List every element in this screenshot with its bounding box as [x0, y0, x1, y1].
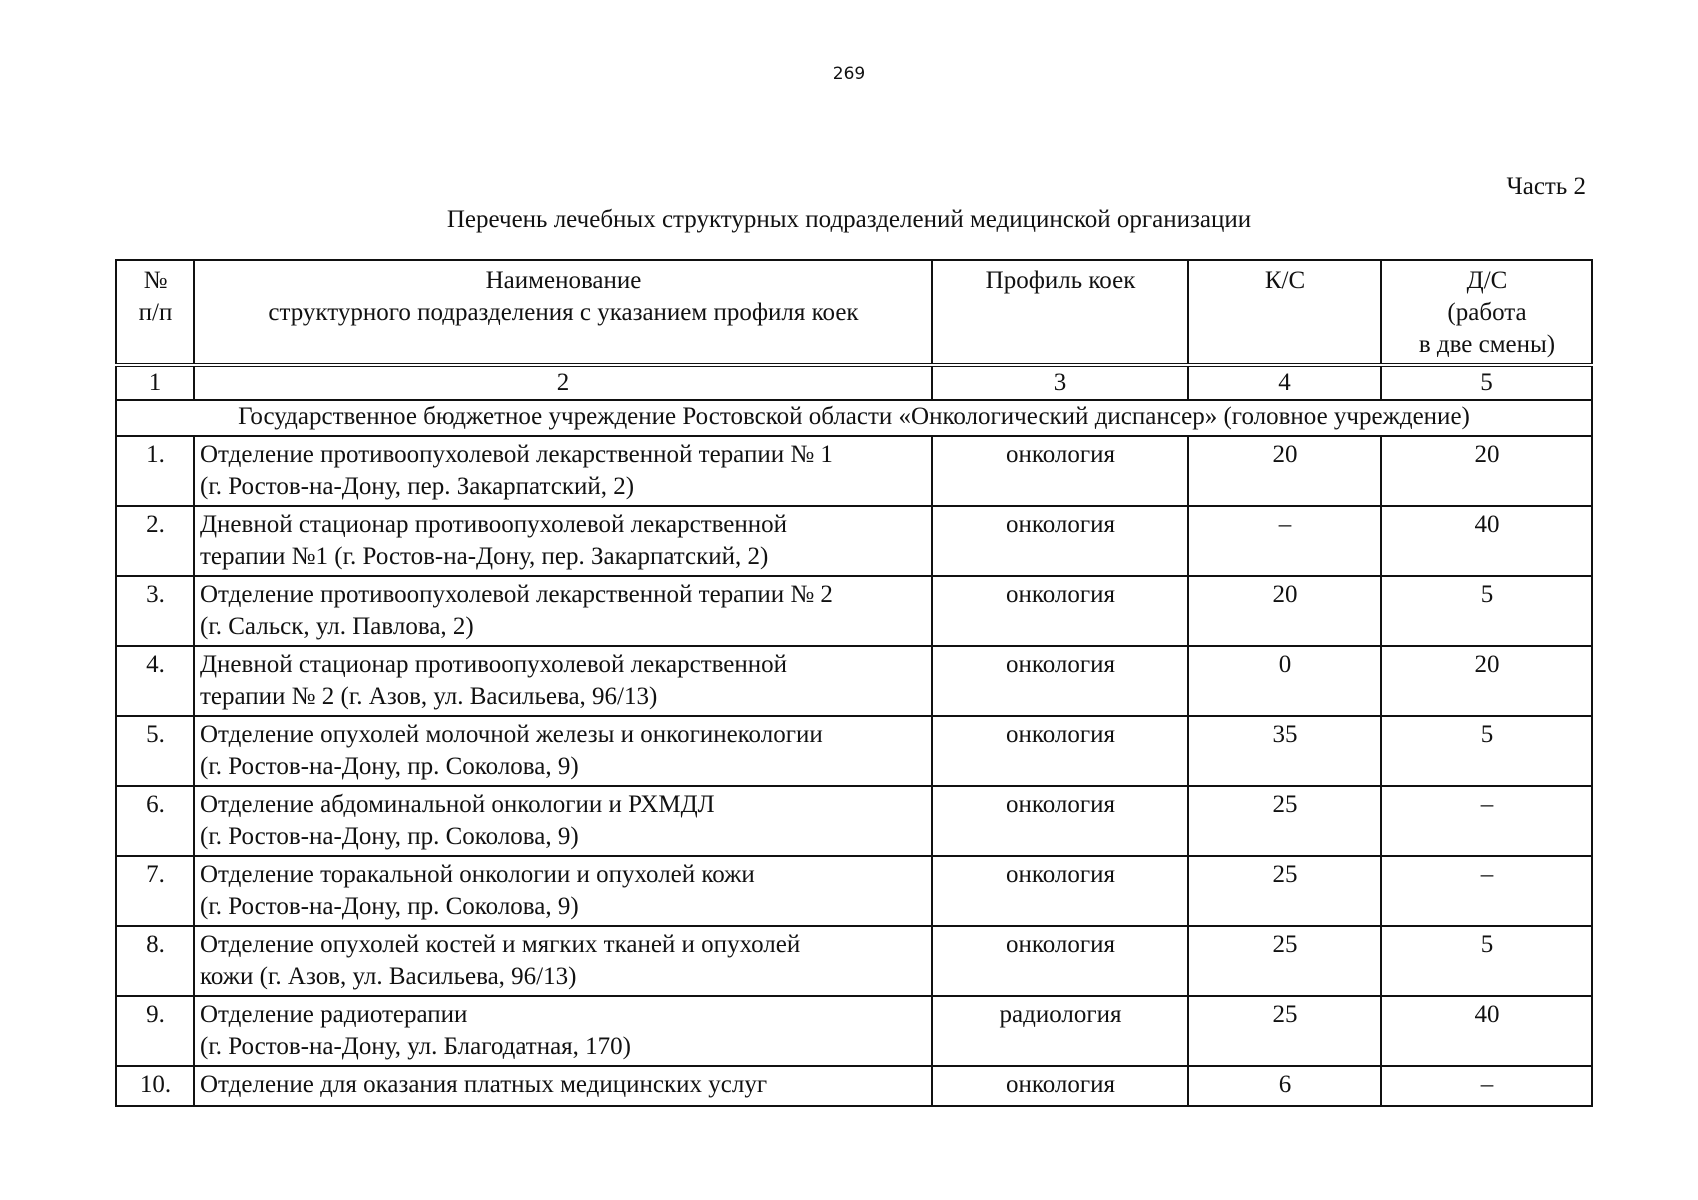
- unit-name-line: (г. Сальск, ул. Павлова, 2): [200, 613, 474, 640]
- round-the-clock-beds: 25: [1188, 856, 1381, 926]
- row-number: 1.: [116, 436, 194, 506]
- column-number-row: [116, 365, 1592, 400]
- header-name-line: Наименование: [485, 267, 642, 294]
- bed-profile: онкология: [932, 436, 1188, 506]
- row-number: 4.: [116, 646, 194, 716]
- table-row: [116, 646, 1592, 716]
- header-ds: [1381, 260, 1592, 365]
- day-hospital-beds: 20: [1381, 436, 1592, 506]
- header-num-line: №: [143, 267, 168, 294]
- row-number: 9.: [116, 996, 194, 1066]
- header-ds-line: (работа: [1447, 299, 1527, 326]
- row-number: 2.: [116, 506, 194, 576]
- day-hospital-beds: 20: [1381, 646, 1592, 716]
- unit-name: [194, 576, 932, 646]
- unit-name-line: Отделение торакальной онкологии и опухолей кожи: [200, 861, 755, 888]
- round-the-clock-beds: 6: [1188, 1066, 1381, 1106]
- unit-name-line: Отделение абдоминальной онкологии и РХМДЛ: [200, 791, 715, 818]
- header-name: [194, 260, 932, 365]
- day-hospital-beds: –: [1381, 1066, 1592, 1106]
- header-ds-line: Д/С: [1466, 267, 1508, 294]
- bed-profile: онкология: [932, 506, 1188, 576]
- unit-name: [194, 506, 932, 576]
- day-hospital-beds: 40: [1381, 506, 1592, 576]
- day-hospital-beds: 5: [1381, 926, 1592, 996]
- row-number: 10.: [116, 1066, 194, 1106]
- page-number: 269: [832, 64, 866, 84]
- row-number: 3.: [116, 576, 194, 646]
- column-number: 4: [1188, 365, 1381, 400]
- header-profile-line: Профиль коек: [985, 267, 1136, 294]
- table-row: [116, 786, 1592, 856]
- unit-name-line: Отделение противоопухолевой лекарственной терапии № 1: [200, 441, 833, 468]
- table-row: [116, 436, 1592, 506]
- day-hospital-beds: –: [1381, 856, 1592, 926]
- group-title-row: [116, 400, 1592, 436]
- table-row: [116, 926, 1592, 996]
- unit-name: [194, 786, 932, 856]
- day-hospital-beds: –: [1381, 786, 1592, 856]
- table-row: [116, 716, 1592, 786]
- unit-name: [194, 996, 932, 1066]
- table-row: [116, 576, 1592, 646]
- row-number: 6.: [116, 786, 194, 856]
- column-number: 2: [194, 365, 932, 400]
- round-the-clock-beds: 20: [1188, 576, 1381, 646]
- unit-name-line: терапии № 2 (г. Азов, ул. Васильева, 96/13): [200, 683, 658, 710]
- bed-profile: радиология: [932, 996, 1188, 1066]
- table-row: [116, 996, 1592, 1066]
- header-ks: [1188, 260, 1381, 365]
- unit-name-line: Отделение для оказания платных медицинских услуг: [200, 1071, 768, 1098]
- row-number: 5.: [116, 716, 194, 786]
- structural-units-table: [115, 259, 1593, 1107]
- table-row: [116, 1066, 1592, 1106]
- round-the-clock-beds: 20: [1188, 436, 1381, 506]
- round-the-clock-beds: 25: [1188, 926, 1381, 996]
- unit-name-line: (г. Ростов-на-Дону, ул. Благодатная, 170): [200, 1033, 631, 1060]
- group-title: Государственное бюджетное учреждение Ростовской области «Онкологический диспансер» (головное учреждение): [116, 400, 1592, 436]
- round-the-clock-beds: 25: [1188, 786, 1381, 856]
- bed-profile: онкология: [932, 716, 1188, 786]
- round-the-clock-beds: 25: [1188, 996, 1381, 1066]
- unit-name: [194, 646, 932, 716]
- bed-profile: онкология: [932, 646, 1188, 716]
- row-number: 7.: [116, 856, 194, 926]
- bed-profile: онкология: [932, 926, 1188, 996]
- unit-name-line: Дневной стационар противоопухолевой лекарственной: [200, 651, 788, 678]
- unit-name-line: Дневной стационар противоопухолевой лекарственной: [200, 511, 788, 538]
- bed-profile: онкология: [932, 856, 1188, 926]
- bed-profile: онкология: [932, 576, 1188, 646]
- table-row: [116, 856, 1592, 926]
- round-the-clock-beds: 0: [1188, 646, 1381, 716]
- table-header-row: [116, 260, 1592, 365]
- unit-name: [194, 926, 932, 996]
- day-hospital-beds: 5: [1381, 576, 1592, 646]
- unit-name: [194, 716, 932, 786]
- part-label: Часть 2: [1506, 173, 1586, 200]
- unit-name-line: (г. Ростов-на-Дону, пр. Соколова, 9): [200, 823, 579, 850]
- header-num-line: п/п: [138, 299, 173, 326]
- header-ks-line: К/С: [1264, 267, 1306, 294]
- bed-profile: онкология: [932, 1066, 1188, 1106]
- document-title: Перечень лечебных структурных подразделений медицинской организации: [446, 206, 1252, 233]
- bed-profile: онкология: [932, 786, 1188, 856]
- unit-name: [194, 1066, 932, 1106]
- header-name-line: структурного подразделения с указанием профиля коек: [268, 299, 859, 326]
- column-number: 3: [932, 365, 1188, 400]
- unit-name-line: Отделение опухолей костей и мягких тканей и опухолей: [200, 931, 801, 958]
- header-num: [116, 260, 194, 365]
- unit-name-line: Отделение радиотерапии: [200, 1001, 468, 1028]
- round-the-clock-beds: 35: [1188, 716, 1381, 786]
- unit-name-line: (г. Ростов-на-Дону, пр. Соколова, 9): [200, 753, 579, 780]
- day-hospital-beds: 40: [1381, 996, 1592, 1066]
- row-number: 8.: [116, 926, 194, 996]
- header-ds-line: в две смены): [1418, 331, 1556, 358]
- unit-name-line: Отделение противоопухолевой лекарственной терапии № 2: [200, 581, 833, 608]
- day-hospital-beds: 5: [1381, 716, 1592, 786]
- unit-name-line: Отделение опухолей молочной железы и онкогинекологии: [200, 721, 823, 748]
- column-number: 5: [1381, 365, 1592, 400]
- table-row: [116, 506, 1592, 576]
- unit-name-line: терапии №1 (г. Ростов-на-Дону, пер. Закарпатский, 2): [200, 543, 769, 570]
- unit-name: [194, 856, 932, 926]
- unit-name-line: кожи (г. Азов, ул. Васильева, 96/13): [200, 963, 577, 990]
- round-the-clock-beds: –: [1188, 506, 1381, 576]
- unit-name-line: (г. Ростов-на-Дону, пр. Соколова, 9): [200, 893, 579, 920]
- column-number: 1: [116, 365, 194, 400]
- unit-name-line: (г. Ростов-на-Дону, пер. Закарпатский, 2): [200, 473, 635, 500]
- header-profile: [932, 260, 1188, 365]
- unit-name: [194, 436, 932, 506]
